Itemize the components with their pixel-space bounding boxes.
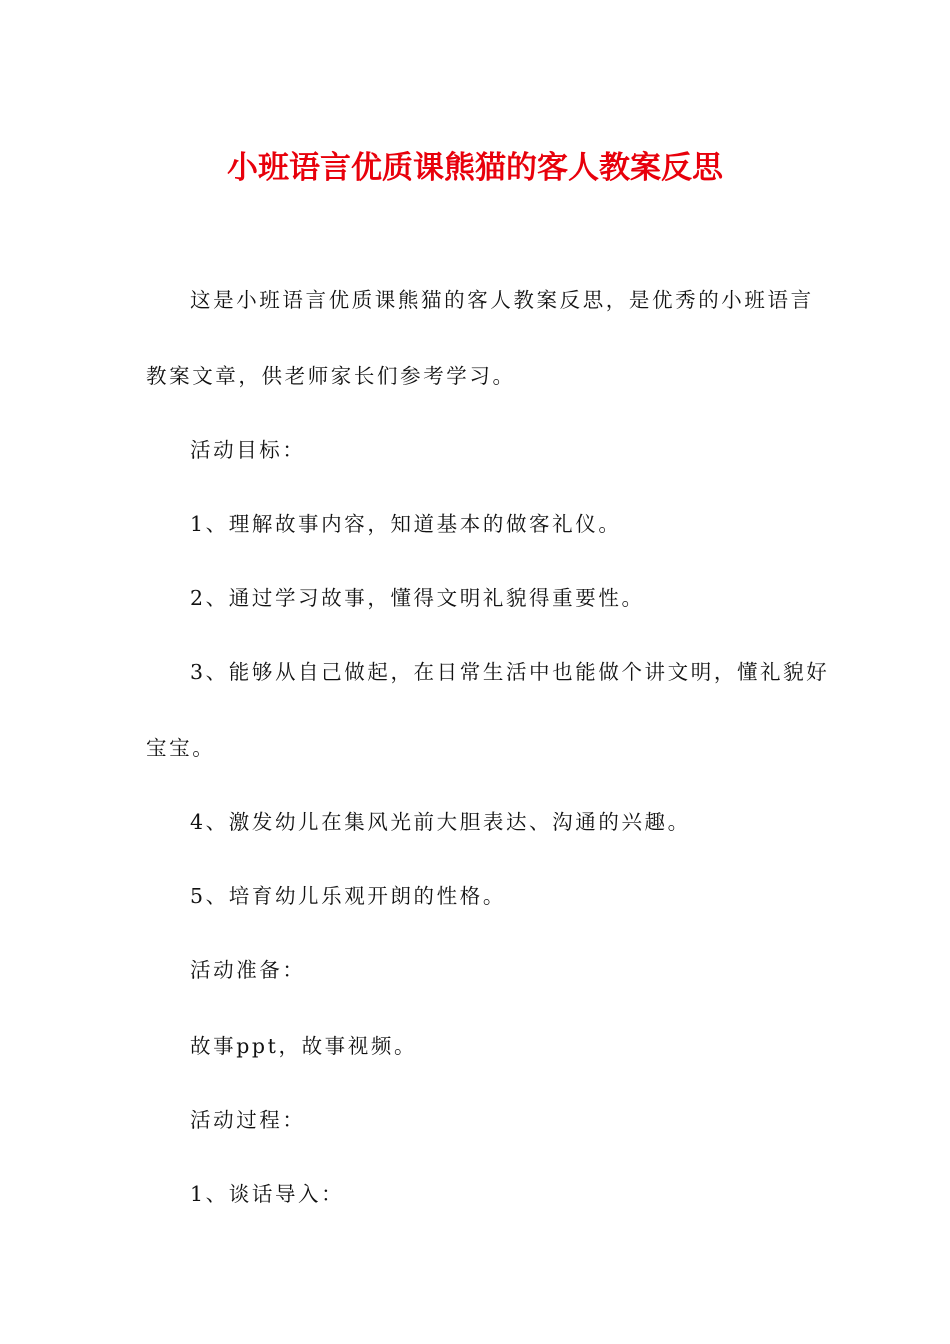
process-step-1: 1、谈话导入： <box>190 1182 345 1206</box>
section-heading-goals: 活动目标： <box>190 438 306 462</box>
section-heading-process: 活动过程： <box>190 1108 306 1132</box>
paragraph-intro-line-1: 这是小班语言优质课熊猫的客人教案反思，是优秀的小班语言 <box>190 288 814 312</box>
goal-item-2: 2、通过学习故事，懂得文明礼貌得重要性。 <box>190 586 645 610</box>
goal-item-3-line-1: 3、能够从自己做起，在日常生活中也能做个讲文明，懂礼貌好 <box>190 660 830 684</box>
goal-item-4: 4、激发幼儿在集风光前大胆表达、沟通的兴趣。 <box>190 810 691 834</box>
goal-item-5: 5、培育幼儿乐观开朗的性格。 <box>190 884 506 908</box>
goal-item-1: 1、理解故事内容，知道基本的做客礼仪。 <box>190 512 622 536</box>
section-heading-preparation: 活动准备： <box>190 958 306 982</box>
goal-item-3-line-2: 宝宝。 <box>146 736 216 760</box>
preparation-text: 故事ppt，故事视频。 <box>190 1034 418 1058</box>
paragraph-intro-line-2: 教案文章，供老师家长们参考学习。 <box>146 364 516 388</box>
document-title: 小班语言优质课熊猫的客人教案反思 <box>227 150 723 186</box>
